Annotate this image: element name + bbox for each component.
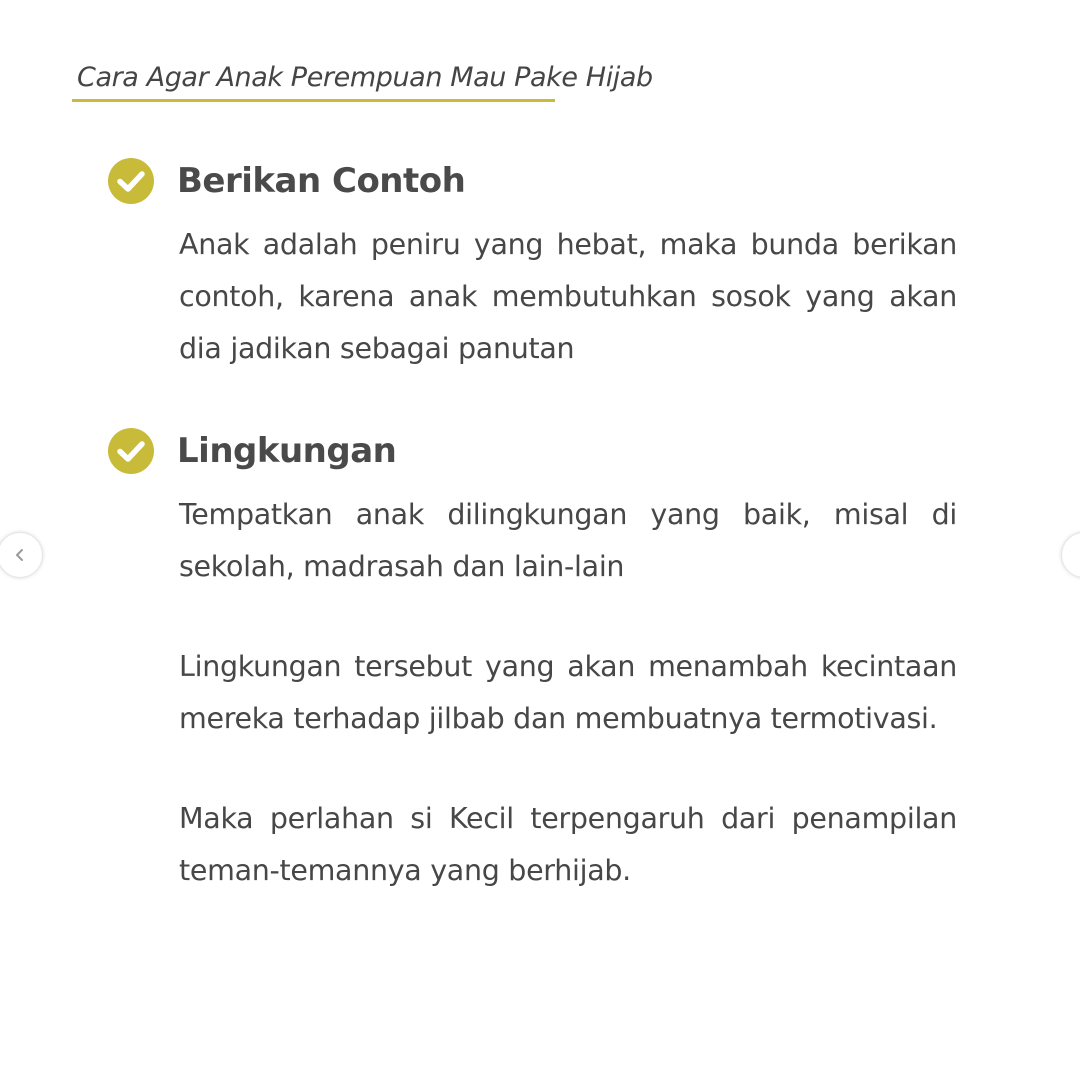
section-title: Lingkungan [177, 431, 397, 471]
check-circle-icon [107, 427, 155, 475]
section-paragraph: Anak adalah peniru yang hebat, maka bunda berikan contoh, karena anak membutuhkan sosok yang akan dia jadikan sebagai panutan [179, 228, 957, 365]
next-slide-button[interactable] [1062, 533, 1080, 577]
page-title: Cara Agar Anak Perempuan Mau Pake Hijab [77, 62, 653, 93]
section-heading [107, 155, 967, 207]
title-underline [72, 99, 555, 102]
previous-slide-button[interactable] [0, 533, 42, 577]
section-paragraph: Tempatkan anak dilingkungan yang baik, misal di sekolah, madrasah dan lain-lain [179, 498, 957, 583]
section-lingkungan [107, 425, 967, 897]
section-berikan-contoh [107, 155, 967, 375]
check-circle-icon [107, 157, 155, 205]
section-paragraph: Lingkungan tersebut yang akan menambah kecintaan mereka terhadap jilbab dan membuatnya termotivasi. [179, 650, 957, 735]
page-header [72, 62, 692, 93]
chevron-left-icon [13, 548, 27, 562]
section-heading [107, 425, 967, 477]
section-paragraph: Maka perlahan si Kecil terpengaruh dari penampilan teman-temannya yang berhijab. [179, 802, 957, 887]
section-title: Berikan Contoh [177, 161, 466, 201]
